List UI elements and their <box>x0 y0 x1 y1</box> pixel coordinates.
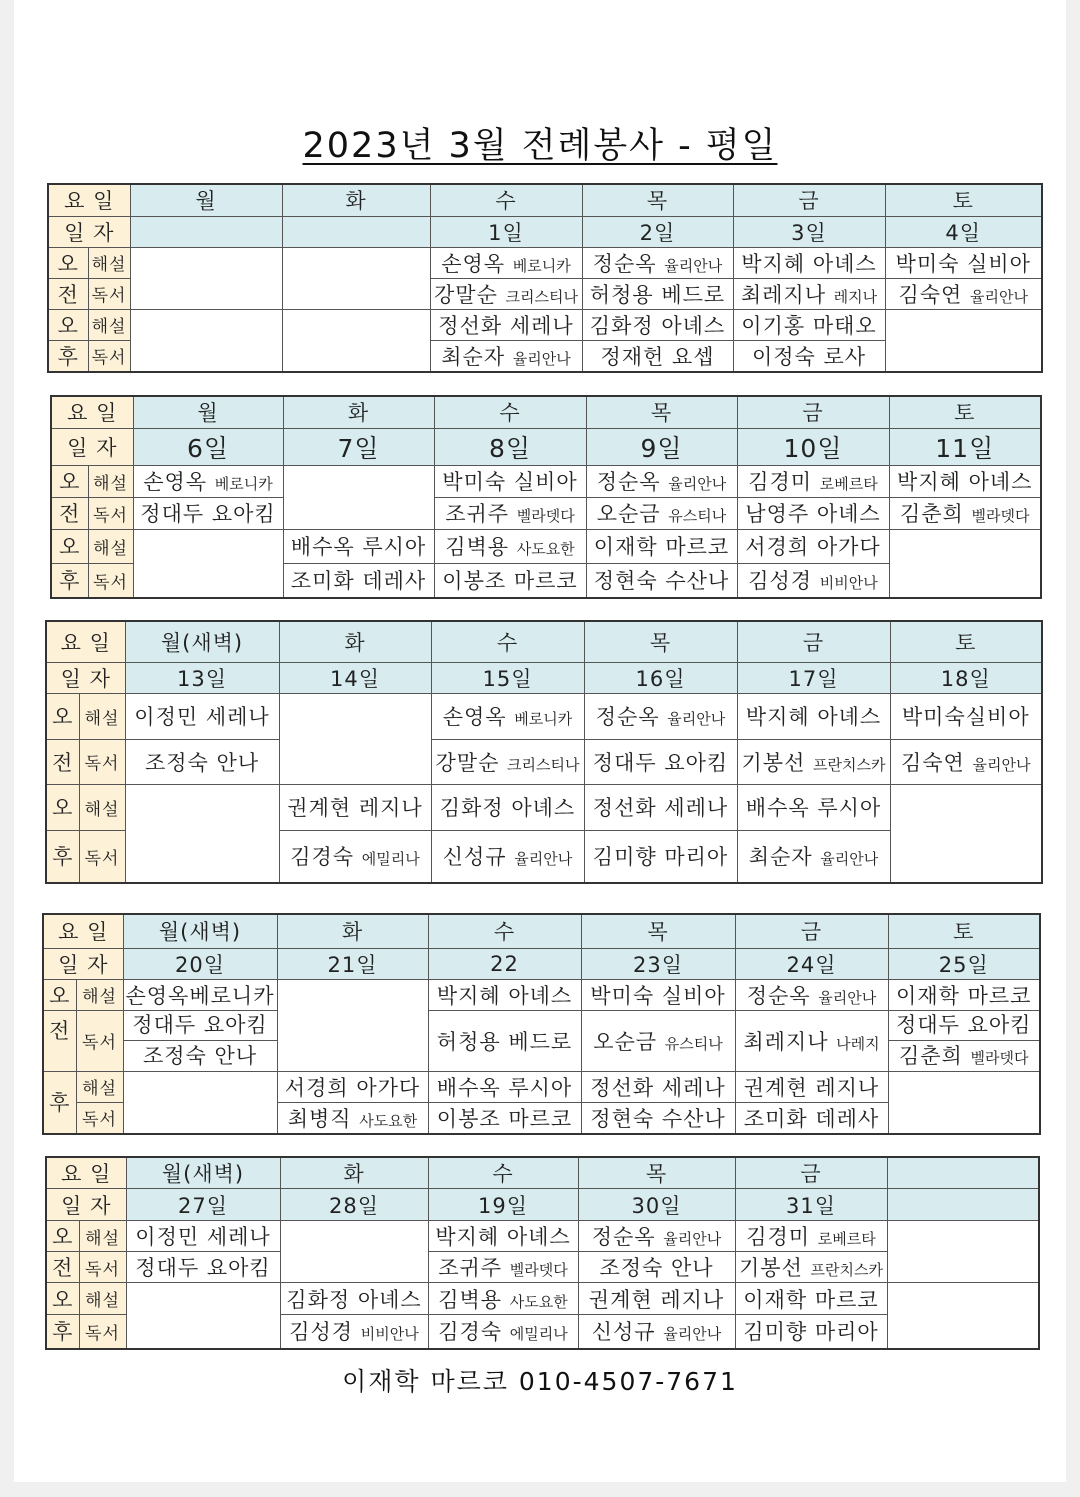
session-label: 오 <box>46 1221 79 1252</box>
volunteer-name: 손영옥 <box>143 470 215 494</box>
baptismal-name: 나레지 <box>836 1034 880 1053</box>
volunteer-name: 김경숙 <box>438 1320 510 1345</box>
baptismal-name: 벨라뎃다 <box>516 507 575 525</box>
assignment-cell <box>584 693 737 739</box>
assignment-cell <box>430 340 582 372</box>
session-label: 오 <box>46 784 79 830</box>
volunteer-name: 최순자 <box>748 845 821 870</box>
session-label: 오 <box>46 693 79 739</box>
day-header: 목 <box>578 1157 735 1189</box>
volunteer-name: 김춘희 <box>899 502 972 526</box>
day-header: 토 <box>888 914 1040 948</box>
volunteer-name: 신성규 <box>591 1320 664 1345</box>
volunteer-name: 김성경 <box>289 1320 361 1345</box>
volunteer-name: 조귀주 <box>445 502 517 526</box>
session-label: 후 <box>48 340 88 372</box>
label-ilja: 일 자 <box>48 216 130 247</box>
schedule-week-1 <box>47 183 1043 373</box>
session-label: 후 <box>46 1315 79 1349</box>
session-label: 오 <box>51 465 88 497</box>
baptismal-name: 프란치스카 <box>813 755 886 774</box>
label-yoil: 요 일 <box>46 621 125 662</box>
assignment-cell: 권계현 레지나 <box>735 1071 888 1102</box>
label-yoil: 요 일 <box>43 914 123 948</box>
assignment-cell <box>428 1252 578 1283</box>
baptismal-name: 벨라뎃다 <box>971 507 1030 525</box>
role-label: 해설 <box>79 784 125 830</box>
day-header: 화 <box>277 914 428 948</box>
role-label: 해설 <box>88 529 133 563</box>
assignment-cell: 김미향 마리아 <box>584 830 737 883</box>
assignment-cell <box>280 1221 428 1283</box>
assignment-cell: 박미숙 실비아 <box>885 247 1042 278</box>
assignment-cell <box>890 739 1042 784</box>
date-cell: 10일 <box>737 428 889 465</box>
session-label: 오 <box>43 979 76 1010</box>
volunteer-name: 김벽용 <box>445 535 517 559</box>
session-label: 오 <box>46 1283 79 1315</box>
baptismal-name: 프란치스카 <box>810 1261 883 1279</box>
baptismal-name: 율리안나 <box>972 755 1031 774</box>
assignment-cell: 김미향 마리아 <box>735 1315 887 1349</box>
baptismal-name: 벨라뎃다 <box>970 1048 1029 1067</box>
session-label: 후 <box>51 563 88 598</box>
day-header: 화 <box>282 184 430 216</box>
day-header: 금 <box>735 1157 887 1189</box>
baptismal-name: 유스티나 <box>668 507 727 525</box>
day-header: 목 <box>582 184 733 216</box>
label-yoil: 요 일 <box>51 396 133 428</box>
assignment-cell: 박지혜 아녜스 <box>889 465 1041 497</box>
assignment-cell <box>431 830 584 883</box>
assignment-cell <box>735 1221 887 1252</box>
date-cell: 21일 <box>277 948 428 979</box>
label-ilja: 일 자 <box>46 662 125 693</box>
date-cell: 23일 <box>581 948 735 979</box>
assignment-cell: 정선화 세레나 <box>584 784 737 830</box>
baptismal-name: 율리안나 <box>663 1230 722 1248</box>
assignment-cell <box>282 247 430 309</box>
day-header: 월(새벽) <box>125 621 279 662</box>
baptismal-name: 율리안나 <box>512 349 571 368</box>
session-label: 오 <box>48 247 88 278</box>
volunteer-name: 김경미 <box>746 1225 818 1249</box>
assignment-cell: 권계현 레지나 <box>279 784 431 830</box>
role-label: 독서 <box>76 1102 123 1134</box>
date-cell: 13일 <box>125 662 279 693</box>
label-ilja: 일 자 <box>51 428 133 465</box>
assignment-cell <box>279 693 431 784</box>
date-cell: 2일 <box>582 216 733 247</box>
date-cell: 28일 <box>280 1189 428 1221</box>
assignment-cell: 박미숙 실비아 <box>581 979 735 1010</box>
assignment-cell <box>434 529 586 563</box>
assignment-cell <box>735 979 888 1010</box>
volunteer-name: 정대두 요아킴 <box>889 1011 1040 1041</box>
label-yoil: 요 일 <box>48 184 130 216</box>
assignment-cell: 박지혜 아녜스 <box>428 979 581 1010</box>
baptismal-name: 율리안나 <box>664 256 723 275</box>
assignment-cell <box>133 529 283 598</box>
date-cell: 24일 <box>735 948 888 979</box>
date-cell: 9일 <box>586 428 737 465</box>
date-cell <box>130 216 282 247</box>
assignment-cell <box>735 1010 888 1071</box>
assignment-cell <box>578 1315 735 1349</box>
assignment-cell <box>737 465 889 497</box>
assignment-cell <box>280 1315 428 1349</box>
date-cell: 17일 <box>737 662 890 693</box>
assignment-cell: 박지혜 아녜스 <box>733 247 885 278</box>
assignment-cell: 배수옥 루시아 <box>283 529 434 563</box>
schedule-week-3 <box>45 620 1043 884</box>
assignment-cell <box>434 497 586 529</box>
assignment-cell: 이정민 세레나 <box>126 1221 280 1252</box>
assignment-cell: 박지혜 아녜스 <box>737 693 890 739</box>
assignment-cell <box>887 1221 1039 1283</box>
date-cell: 27일 <box>126 1189 280 1221</box>
assignment-cell: 이기홍 마태오 <box>733 309 885 340</box>
assignment-cell <box>733 278 885 309</box>
date-cell: 20일 <box>123 948 277 979</box>
assignment-cell <box>430 278 582 309</box>
day-header: 금 <box>735 914 888 948</box>
day-header: 금 <box>733 184 885 216</box>
baptismal-name: 율리안나 <box>970 287 1028 306</box>
assignment-cell: 정재헌 요셉 <box>582 340 733 372</box>
volunteer-name: 손영옥 <box>441 251 513 276</box>
assignment-cell: 이정숙 로사 <box>733 340 885 372</box>
volunteer-name: 손영옥 <box>442 705 515 729</box>
baptismal-name: 율리안나 <box>663 1325 722 1344</box>
session-label: 전 <box>46 739 79 784</box>
role-label: 독서 <box>88 340 130 372</box>
role-label: 독서 <box>79 1315 126 1349</box>
role-label: 독서 <box>79 830 125 883</box>
date-cell: 18일 <box>890 662 1042 693</box>
baptismal-name: 율리안나 <box>514 850 573 869</box>
volunteer-name: 신성규 <box>442 845 515 870</box>
day-header: 수 <box>431 621 584 662</box>
day-header: 월 <box>133 396 283 428</box>
assignment-cell <box>283 465 434 529</box>
role-label: 해설 <box>76 1071 123 1102</box>
volunteer-name: 기봉선 <box>741 750 814 775</box>
volunteer-name: 최병직 <box>287 1106 360 1131</box>
baptismal-name: 벨라뎃다 <box>509 1261 568 1279</box>
date-cell: 11일 <box>889 428 1041 465</box>
baptismal-name: 에밀리나 <box>361 850 420 869</box>
volunteer-name: 김숙연 <box>900 750 973 775</box>
assignment-cell <box>735 1252 887 1283</box>
date-cell: 22 <box>428 948 581 979</box>
day-header: 토 <box>885 184 1042 216</box>
day-header: 토 <box>890 621 1042 662</box>
date-cell: 19일 <box>428 1189 578 1221</box>
day-header: 화 <box>280 1157 428 1189</box>
assignment-cell <box>428 1283 578 1315</box>
assignment-cell: 허청용 베드로 <box>582 278 733 309</box>
day-header: 목 <box>586 396 737 428</box>
volunteer-name: 정순옥 <box>746 983 819 1008</box>
assignment-cell: 정현숙 수산나 <box>581 1102 735 1134</box>
assignment-cell: 김화정 아녜스 <box>280 1283 428 1315</box>
volunteer-name: 정순옥 <box>596 470 669 494</box>
baptismal-name: 크리스티나 <box>505 287 578 306</box>
volunteer-name: 김숙연 <box>898 282 971 307</box>
label-yoil: 요 일 <box>46 1157 126 1189</box>
volunteer-name: 김성경 <box>748 569 820 594</box>
volunteer-name: 정순옥 <box>592 251 665 276</box>
baptismal-name: 비비안나 <box>819 574 878 593</box>
assignment-cell <box>581 1010 735 1071</box>
assignment-cell <box>885 309 1042 372</box>
schedule-week-5 <box>45 1156 1040 1350</box>
role-label: 독서 <box>79 1252 126 1283</box>
assignment-cell: 조정숙 안나 <box>125 739 279 784</box>
assignment-cell <box>578 1221 735 1252</box>
date-cell: 4일 <box>885 216 1042 247</box>
assignment-cell <box>133 465 283 497</box>
day-header: 월 <box>130 184 282 216</box>
assignment-cell <box>586 497 737 529</box>
assignment-cell: 박지혜 아녜스 <box>428 1221 578 1252</box>
assignment-cell <box>277 1102 428 1134</box>
date-cell: 7일 <box>283 428 434 465</box>
assignment-cell <box>123 1010 277 1071</box>
assignment-cell <box>277 979 428 1071</box>
assignment-cell <box>888 1010 1040 1071</box>
label-ilja: 일 자 <box>43 948 123 979</box>
assignment-cell <box>887 1283 1039 1349</box>
assignment-cell <box>123 1071 277 1134</box>
date-cell: 6일 <box>133 428 283 465</box>
date-cell: 14일 <box>279 662 431 693</box>
assignment-cell: 정현숙 수산나 <box>586 563 737 598</box>
role-label: 독서 <box>88 563 133 598</box>
baptismal-name: 율리안나 <box>820 850 879 869</box>
assignment-cell: 정선화 세레나 <box>430 309 582 340</box>
day-header: 화 <box>283 396 434 428</box>
assignment-cell: 조정숙 안나 <box>578 1252 735 1283</box>
assignment-cell: 이재학 마르코 <box>888 979 1040 1010</box>
session-label: 오 <box>48 309 88 340</box>
day-header: 화 <box>279 621 431 662</box>
session-label: 후 <box>46 830 79 883</box>
volunteer-name: 기봉선 <box>739 1256 811 1280</box>
assignment-cell: 조미화 데레사 <box>735 1102 888 1134</box>
baptismal-name: 사도요한 <box>509 1292 568 1311</box>
baptismal-name: 에밀리나 <box>509 1325 568 1344</box>
role-label: 해설 <box>88 465 133 497</box>
assignment-cell <box>737 830 890 883</box>
assignment-cell: 이봉조 마르코 <box>434 563 586 598</box>
role-label: 독서 <box>88 278 130 309</box>
assignment-cell: 김화정 아녜스 <box>582 309 733 340</box>
date-cell: 16일 <box>584 662 737 693</box>
assignment-cell: 정대두 요아킴 <box>133 497 283 529</box>
assignment-cell <box>890 784 1042 883</box>
volunteer-name: 최레지나 <box>743 1029 837 1054</box>
assignment-cell <box>430 247 582 278</box>
assignment-cell: 배수옥 루시아 <box>428 1071 581 1102</box>
baptismal-name: 사도요한 <box>359 1111 418 1130</box>
role-label: 독서 <box>76 1010 123 1071</box>
role-label: 해설 <box>79 1283 126 1315</box>
date-cell <box>282 216 430 247</box>
volunteer-name <box>889 1041 1040 1071</box>
baptismal-name: 유스티나 <box>664 1034 723 1053</box>
schedule-week-4 <box>42 913 1041 1135</box>
assignment-cell: 허청용 베드로 <box>428 1010 581 1071</box>
assignment-cell: 이정민 세레나 <box>125 693 279 739</box>
assignment-cell: 정대두 요아킴 <box>126 1252 280 1283</box>
day-header: 금 <box>737 396 889 428</box>
volunteer-name: 정순옥 <box>591 1225 664 1249</box>
baptismal-name: 베로니카 <box>514 710 573 728</box>
assignment-cell <box>889 497 1041 529</box>
volunteer-name: 강말순 <box>434 282 506 307</box>
assignment-cell: 조미화 데레사 <box>283 563 434 598</box>
assignment-cell <box>130 247 282 309</box>
assignment-cell <box>737 739 890 784</box>
assignment-cell: 정선화 세레나 <box>581 1071 735 1102</box>
assignment-cell: 박미숙실비아 <box>890 693 1042 739</box>
volunteer-name: 오순금 <box>593 1029 665 1054</box>
assignment-cell <box>431 693 584 739</box>
baptismal-name: 율리안나 <box>818 988 877 1007</box>
date-cell: 1일 <box>430 216 582 247</box>
day-header: 금 <box>737 621 890 662</box>
volunteer-name: 최순자 <box>441 344 513 369</box>
volunteer-name: 조정숙 안나 <box>142 1043 258 1068</box>
volunteer-name: 김벽용 <box>438 1287 510 1312</box>
volunteer-name: 김춘희 <box>898 1043 971 1068</box>
assignment-cell: 권계현 레지나 <box>578 1283 735 1315</box>
volunteer-name: 조귀주 <box>438 1256 510 1280</box>
assignment-cell: 정대두 요아킴 <box>584 739 737 784</box>
volunteer-name: 최레지나 <box>740 282 834 307</box>
assignment-cell: 이재학 마르코 <box>586 529 737 563</box>
role-label: 해설 <box>88 247 130 278</box>
assignment-cell <box>431 739 584 784</box>
volunteer-name: 오순금 <box>596 502 669 526</box>
date-cell: 15일 <box>431 662 584 693</box>
date-cell: 31일 <box>735 1189 887 1221</box>
assignment-cell: 서경희 아가다 <box>277 1071 428 1102</box>
assignment-cell: 이재학 마르코 <box>735 1283 887 1315</box>
baptismal-name: 크리스티나 <box>507 755 580 774</box>
assignment-cell: 김화정 아녜스 <box>431 784 584 830</box>
assignment-cell <box>130 309 282 372</box>
role-label: 해설 <box>88 309 130 340</box>
baptismal-name: 사도요한 <box>516 540 575 558</box>
baptismal-name: 베로니카 <box>512 256 571 275</box>
assignment-cell <box>279 830 431 883</box>
day-header: 수 <box>428 914 581 948</box>
volunteer-name: 김경미 <box>748 470 820 494</box>
baptismal-name: 레지나 <box>833 287 878 306</box>
role-label: 해설 <box>76 979 123 1010</box>
baptismal-name: 비비안나 <box>360 1325 419 1344</box>
assignment-cell <box>889 529 1041 598</box>
volunteer-name: 정순옥 <box>595 705 668 729</box>
assignment-cell: 남영주 아녜스 <box>737 497 889 529</box>
session-label: 후 <box>43 1071 76 1134</box>
assignment-cell: 손영옥베로니카 <box>123 979 277 1010</box>
volunteer-name: 김경숙 <box>290 845 362 870</box>
date-cell: 30일 <box>578 1189 735 1221</box>
baptismal-name: 로베르타 <box>817 1230 876 1248</box>
day-header: 목 <box>581 914 735 948</box>
role-label: 해설 <box>79 693 125 739</box>
assignment-cell: 이봉조 마르코 <box>428 1102 581 1134</box>
volunteer-name: 정대두 요아킴 <box>124 1011 277 1041</box>
assignment-cell <box>126 1283 280 1349</box>
contact-footer: 이재학 마르코 010-4507-7671 <box>342 1367 738 1396</box>
assignment-cell <box>888 1071 1040 1134</box>
day-header: 목 <box>584 621 737 662</box>
day-header: 월(새벽) <box>126 1157 280 1189</box>
baptismal-name: 율리안나 <box>668 475 727 493</box>
assignment-cell <box>586 465 737 497</box>
day-header <box>887 1157 1039 1189</box>
schedule-week-2 <box>50 395 1042 599</box>
assignment-cell <box>582 247 733 278</box>
session-label: 전 <box>51 497 88 529</box>
day-header: 수 <box>430 184 582 216</box>
page-title: 2023년 3월 전례봉사 - 평일 <box>302 126 778 166</box>
volunteer-name: 강말순 <box>435 750 508 775</box>
assignment-cell <box>885 278 1042 309</box>
baptismal-name: 로베르타 <box>819 475 878 493</box>
assignment-cell: 서경희 아가다 <box>737 529 889 563</box>
assignment-cell <box>428 1315 578 1349</box>
date-cell <box>887 1189 1039 1221</box>
assignment-cell <box>125 784 279 883</box>
day-header: 수 <box>428 1157 578 1189</box>
role-label: 해설 <box>79 1221 126 1252</box>
assignment-cell <box>737 563 889 598</box>
date-cell: 8일 <box>434 428 586 465</box>
assignment-cell: 배수옥 루시아 <box>737 784 890 830</box>
role-label: 독서 <box>88 497 133 529</box>
day-header: 월(새벽) <box>123 914 277 948</box>
assignment-cell <box>282 309 430 372</box>
role-label: 독서 <box>79 739 125 784</box>
day-header: 토 <box>889 396 1041 428</box>
session-label: 전 <box>48 278 88 309</box>
baptismal-name: 율리안나 <box>667 710 726 728</box>
session-label: 오 <box>51 529 88 563</box>
session-label: 전 <box>46 1252 79 1283</box>
date-cell: 25일 <box>888 948 1040 979</box>
day-header: 수 <box>434 396 586 428</box>
assignment-cell: 박미숙 실비아 <box>434 465 586 497</box>
session-label: 전 <box>43 1010 76 1071</box>
label-ilja: 일 자 <box>46 1189 126 1221</box>
date-cell: 3일 <box>733 216 885 247</box>
baptismal-name: 베로니카 <box>214 475 273 493</box>
